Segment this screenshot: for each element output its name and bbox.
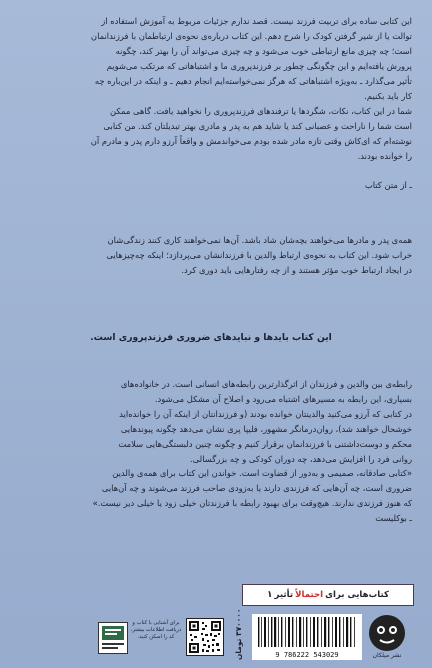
text-line: روانی فرد را افزایش می‌دهد، چه دوران کودکی و چه بزرگسالی. <box>190 454 412 464</box>
text-line: در کتابی که آرزو می‌کنید والدینتان خوانده بودند (و فرزندانتان از اینکه آن را خوانده‌اید <box>119 409 412 419</box>
text-line: تأثیر می‌گذارد ـ به‌ویژه اشتباهاتی که هرگز نمی‌خواسته‌ایم انجام دهیم ـ و اینکه در این‌باره چه <box>94 76 412 86</box>
text-line: بسیاری، این رابطه به مسیرهای اشتباه می‌رود و اصلاح آن مشکل می‌شود. <box>154 394 412 404</box>
text-line: محکم و دوست‌داشتنی با فرزندانمان برقرار کنیم و چگونه چنین دلبستگی‌هایی سلامت <box>118 439 412 449</box>
text-line: «کتابی صادقانه، صمیمی و به‌دور از قضاوت است. خواندن این کتاب برای همه‌ی والدین <box>112 468 412 478</box>
qr-code-icon <box>186 618 224 656</box>
series-number: ۱ <box>267 590 273 600</box>
text-line: شما در این کتاب، نکات، شگردها یا ترفندهای فرزندپروری را نخواهید یافت. گاهی ممکن <box>110 106 412 116</box>
text-line: همه‌ی پدر و مادرها می‌خواهند بچه‌شان شاد باشد. آن‌ها نمی‌خواهند کاری کنند زندگی‌شان <box>107 235 412 245</box>
text-line: پرورش یافته‌ایم و این چگونگی چطور بر فرزندپروری ما و اشتباهاتی که مرتکب می‌شویم <box>106 61 412 71</box>
text-line: در ایجاد ارتباط خوب مؤثر هستند و از چه رفتارهایی باید دوری کرد. <box>181 265 412 275</box>
publisher-logo-icon <box>368 614 406 652</box>
parents-paragraph <box>10 233 412 278</box>
qr-caption: برای آشنایی با کتاب و دریافت اطلاعات بیشتر، کد را اسکن کنید. <box>130 620 182 640</box>
text-line: توالت یا از شیر گرفتن کودک را شرح دهم. این کتاب درباره‌ی نحوه‌ی ارتباطمان با فرزندانمان <box>90 31 412 41</box>
price-label: ۳۷۰۰۰۰ تومان <box>234 608 243 660</box>
publisher-name: نشر میلکان <box>372 652 402 659</box>
bold-heading: این کتاب بایدها و نبایدهای ضروری فرزندپروری است. <box>90 332 332 343</box>
excerpt-attribution: ـ از متن کتاب <box>364 180 412 190</box>
text-line: خراب شود. این کتاب به نحوه‌ی ارتباط والدین با فرزندانشان می‌پردازد؛ اینکه چه‌چیزهایی <box>106 250 412 260</box>
text-line: که هنوز فرزندی ندارند. هیچ‌وقت برای بهبود رابطه با فرزندتان خیلی زود یا خیلی دیر نیست.» <box>92 498 412 508</box>
text-line: خوشحال خواهند شد)، روان‌درمانگر مشهور، فلیپا پری نشان می‌دهد چگونه پیوندهایی <box>120 424 412 434</box>
review-quote <box>10 466 412 526</box>
series-suffix: تأثیر <box>274 590 294 600</box>
barcode-icon <box>252 614 362 650</box>
isbn-number: 9 786222 543029 <box>252 650 362 660</box>
bottom-strip <box>0 584 432 668</box>
text-line: را خوانده بودند. <box>357 151 412 161</box>
series-label <box>242 584 414 606</box>
description-paragraph <box>10 377 412 467</box>
text-line: نوشته‌ام که ای‌کاش وقتی تازه مادر شده بودم می‌خواندمش و واقعاً آرزو دارم پدر و مادرم آن <box>90 136 412 146</box>
text-line: است؛ چه چیزی مانع ارتباطی خوب می‌شود و چه چیزی می‌تواند آن را بهتر کند، چگونه <box>115 46 412 56</box>
series-prefix: کتاب‌هایی برای <box>325 590 389 600</box>
text-line: ضروری است، چه آن‌هایی که فرزندی دارند یا به‌زودی صاحب فرزند می‌شوند و چه آن‌هایی <box>101 483 412 493</box>
text-line: است شما را ناراحت و عصبانی کند یا شاید هم به پدر و مادری بهتر تبدیلتان کند. من کتابی <box>103 121 412 131</box>
quote-attribution: ـ بوکلیست <box>375 513 412 523</box>
text-line: این کتابی ساده برای تربیت فرزند نیست. قصد ندارم جزئیات مربوط به آموزش استفاده از <box>101 16 412 26</box>
series-highlight: احتمالاً <box>295 590 324 600</box>
publisher-badge-icon <box>98 622 128 654</box>
intro-excerpt <box>10 14 412 193</box>
text-line: کار باید بکنیم. <box>364 91 412 101</box>
text-line: رابطه‌ی بین والدین و فرزندان از اثرگذارترین رابطه‌های انسانی است. در خانواده‌های <box>120 379 412 389</box>
